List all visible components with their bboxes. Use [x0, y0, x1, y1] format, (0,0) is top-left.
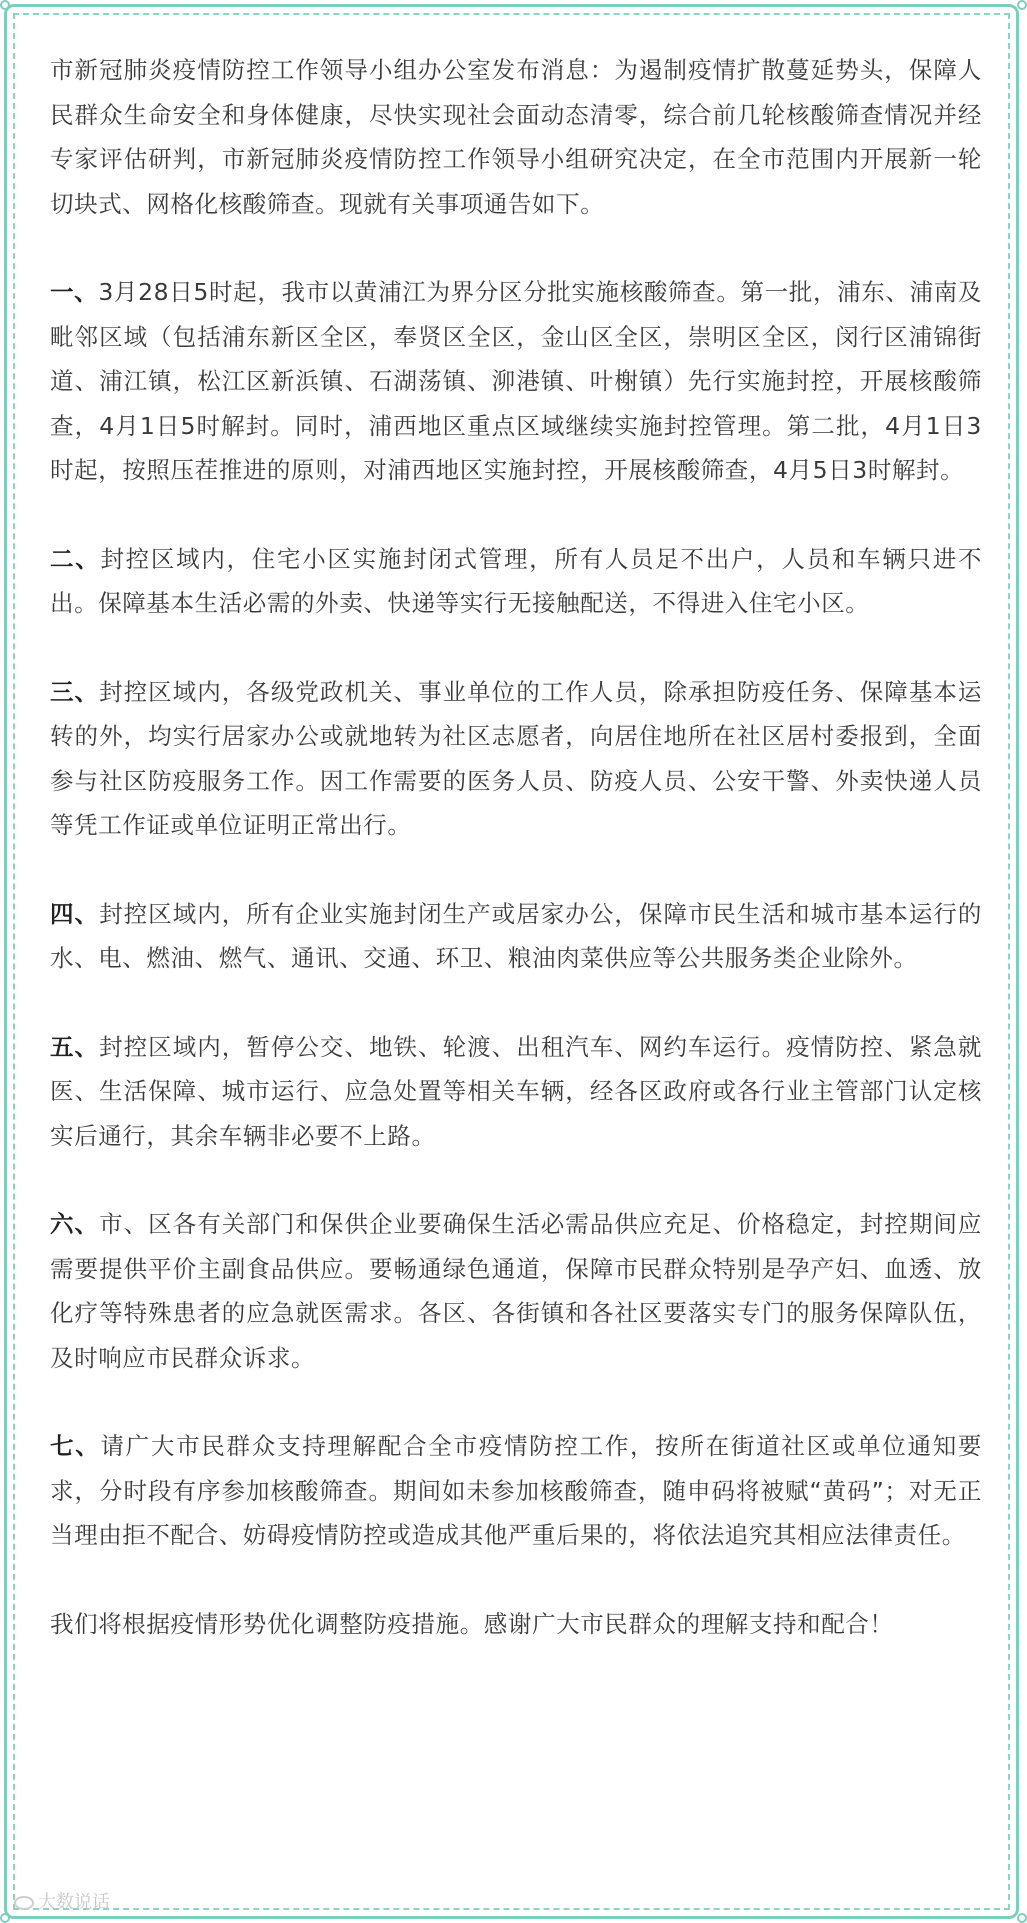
item-number: 四、: [50, 899, 100, 928]
closing-paragraph: 我们将根据疫情形势优化调整防疫措施。感谢广大市民群众的理解支持和配合！: [50, 1609, 894, 1638]
item-number: 六、: [50, 1210, 100, 1238]
item-number: 五、: [50, 1032, 100, 1061]
weibo-logo-icon: [14, 1896, 34, 1910]
watermark-text: 大数说话: [38, 1892, 110, 1913]
item-text: 市、区各有关部门和保供企业要确保生活必需品供应充足、价格稳定，封控期间应需要提供平价主副食品供应。要畅通绿色通道，保障市民群众特别是孕产妇、血透、放化疗等特殊患者的应急就医需求。各区、各街镇和各社区要落实专门的服务保障队伍，及时响应市民群众诉求。: [50, 1210, 982, 1372]
item-1: [50, 270, 982, 493]
item-text: 封控区域内，暂停公交、地铁、轮渡、出租汽车、网约车运行。疫情防控、紧急就医、生活保障、城市运行、应急处置等相关车辆，经各区政府或各行业主管部门认定核实后通行，其余车辆非必要不上路。: [50, 1032, 982, 1150]
item-number: 一、: [50, 278, 99, 306]
item-text: 封控区域内，住宅小区实施封闭式管理，所有人员足不出户，人员和车辆只进不出。保障基本生活必需的外卖、快递等实行无接触配送，不得进入住宅小区。: [50, 544, 983, 617]
item-6: [50, 1202, 982, 1380]
item-5: [50, 1025, 982, 1159]
item-text: 封控区域内，所有企业实施封闭生产或居家办公，保障市民生活和城市基本运行的水、电、燃油、燃气、通讯、交通、环卫、粮油肉菜供应等公共服务类企业除外。: [50, 899, 982, 972]
item-number: 二、: [50, 544, 101, 573]
item-2: [50, 537, 982, 626]
corner-dot-top-right: [1017, 0, 1027, 10]
item-text: 请广大市民群众支持理解配合全市疫情防控工作，按所在街道社区或单位通知要求，分时段有序参加核酸筛查。期间如未参加核酸筛查，随申码将被赋“黄码”；对无正当理由拒不配合、妨碍疫情防控或造成其他严重后果的，将依法追究其相应法律责任。: [50, 1432, 983, 1549]
item-4: [50, 892, 982, 981]
intro-paragraph: 市新冠肺炎疫情防控工作领导小组办公室发布消息：为遏制疫情扩散蔓延势头，保障人民群众生命安全和身体健康，尽快实现社会面动态清零，综合前几轮核酸筛查情况并经专家评估研判，市新冠肺炎疫情防控工作领导小组研究决定，在全市范围内开展新一轮切块式、网格化核酸筛查。现就有关事项通告如下。: [50, 56, 982, 218]
corner-dot-bottom-left: [0, 1913, 10, 1923]
item-7: [50, 1424, 982, 1558]
watermark: [14, 1888, 110, 1914]
item-text: 封控区域内，各级党政机关、事业单位的工作人员，除承担防疫任务、保障基本运转的外，均实行居家办公或就地转为社区志愿者，向居住地所在社区居村委报到，全面参与社区防疫服务工作。因工作需要的医务人员、防疫人员、公安干警、外卖快递人员等凭工作证或单位证明正常出行。: [50, 677, 982, 839]
item-number: 七、: [50, 1432, 101, 1460]
corner-dot-bottom-right: [1017, 1913, 1027, 1923]
corner-dot-top-left: [0, 0, 10, 10]
item-text: 3月28日5时起，我市以黄浦江为界分区分批实施核酸筛查。第一批，浦东、浦南及毗邻区域（包括浦东新区全区，奉贤区全区，金山区全区，崇明区全区，闵行区浦锦街道、浦江镇，松江区新浜镇、石湖荡镇、泖港镇、叶榭镇）先行实施封控，开展核酸筛查，4月1日5时解封。同时，浦西地区重点区域继续实施封控管理。第二批，4月1日3时起，按照压茬推进的原则，对浦西地区实施封控，开展核酸筛查，4月5日3时解封。: [50, 278, 983, 484]
notice-body: [50, 48, 982, 1690]
item-number: 三、: [50, 677, 100, 706]
item-3: [50, 670, 982, 848]
